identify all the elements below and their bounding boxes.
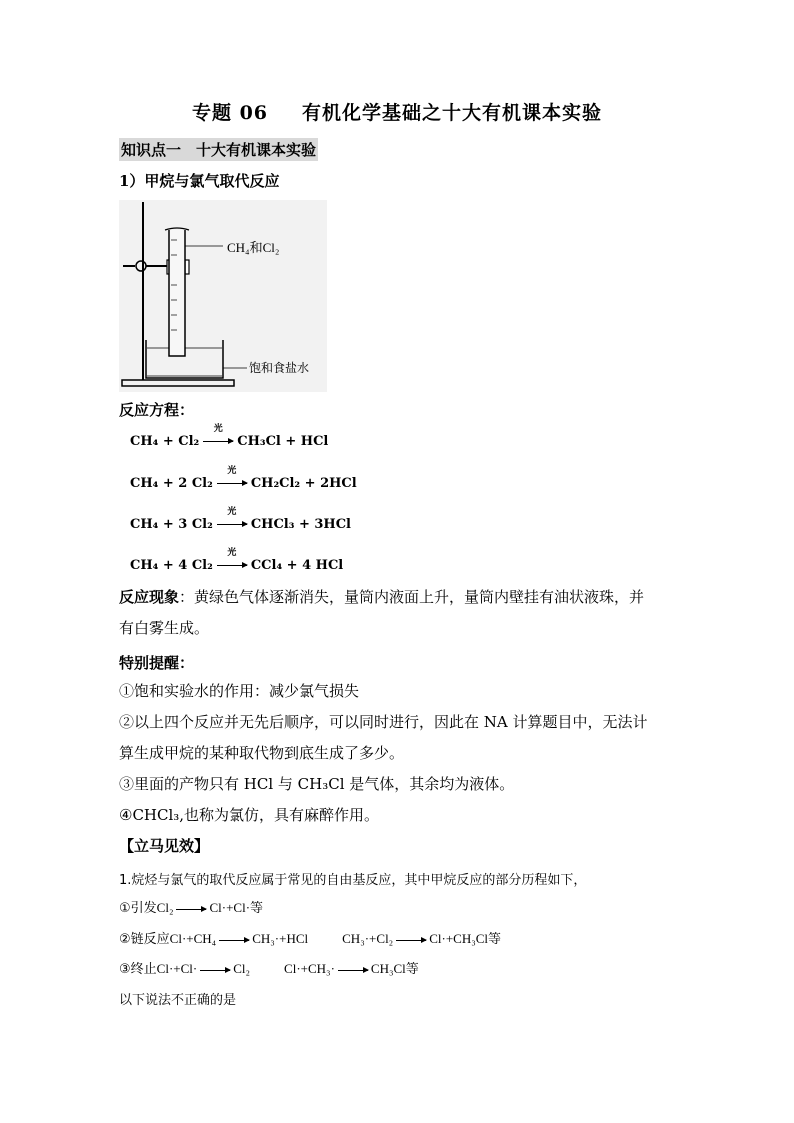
equation-3: CH₄ + 3 Cl₂ 光 CHCl₃ + 3HCl (130, 507, 351, 532)
subsection-heading: 1）甲烷与氯气取代反应 (119, 172, 280, 190)
reminder-list (119, 676, 679, 831)
equations-heading: 反应方程： (119, 401, 195, 419)
reminder-heading: 特别提醒： (119, 654, 195, 672)
reminder-item: 算生成甲烷的某种取代物到底生成了多少。 (119, 744, 405, 762)
step-termination: ③终止Cl·+Cl· Cl₂ Cl·+CH₃· CH₃Cl等 (119, 961, 419, 977)
phenomenon-label: 反应现象 (119, 588, 180, 606)
title-number: 专题 06 (191, 102, 269, 124)
reminder-item: ③里面的产物只有 HCl 与 CH₃Cl 是气体，其余均为液体。 (119, 775, 515, 793)
title-text: 有机化学基础之十大有机课本实验 (302, 102, 603, 124)
stand-base (122, 380, 234, 386)
practice-heading: 【立马见效】 (119, 837, 210, 855)
section-heading: 知识点一 十大有机课本实验 (119, 138, 318, 161)
measuring-cylinder (169, 230, 185, 356)
equation-2: CH₄ + 2 Cl₂ 光 CH₂Cl₂ + 2HCl (130, 466, 357, 491)
solution-label: 饱和食盐水 (249, 361, 310, 375)
question-stem: 1.烷烃与氯气的取代反应属于常见的自由基反应，其中甲烷反应的部分历程如下， (119, 873, 587, 888)
apparatus-diagram (119, 200, 327, 392)
reminder-item: ②以上四个反应并无先后顺序，可以同时进行，因此在 NA 计算题目中，无法计 (119, 713, 648, 731)
reminder-item: ④CHCl₃,也称为氯仿，具有麻醉作用。 (119, 806, 380, 824)
step-propagation: ②链反应Cl·+CH₄ CH₃·+HCl CH₃·+Cl₂ Cl·+CH₃Cl等 (119, 931, 502, 947)
clamp-screw (136, 261, 146, 271)
question-prompt: 以下说法不正确的是 (119, 993, 237, 1008)
apparatus-figure (119, 200, 327, 392)
gas-label: CH₄和Cl₂ (227, 240, 280, 255)
equation-4: CH₄ + 4 Cl₂ 光 CCl₄ + 4 HCl (130, 548, 344, 573)
phenomenon-paragraph: 反应现象：黄绿色气体逐渐消失，量筒内液面上升，量筒内壁挂有油状液珠，并 有白雾生成。 (119, 588, 645, 637)
reminder-item: ①饱和实验水的作用：减少氯气损失 (119, 682, 360, 700)
page-title (0, 98, 794, 125)
equation-1: CH₄ + Cl₂ 光 CH₃Cl + HCl (130, 424, 329, 449)
step-initiation: ①引发Cl₂ Cl·+Cl·等 (119, 900, 264, 916)
